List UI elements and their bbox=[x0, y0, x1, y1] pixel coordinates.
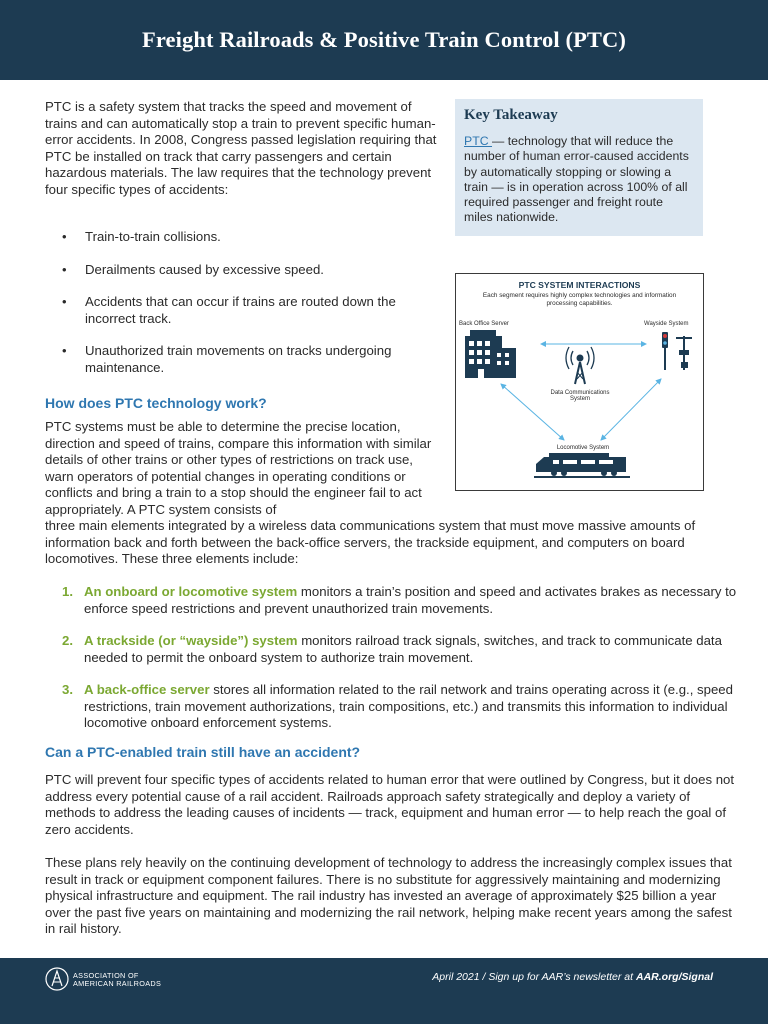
diagram-subtitle: Each segment requires highly complex technologies and information processing capabilities. bbox=[482, 292, 677, 307]
page-footer bbox=[0, 958, 768, 1024]
footer-date-text: April 2021 / Sign up for AAR’s newsletter at bbox=[432, 971, 636, 983]
page-header bbox=[0, 0, 768, 80]
how-it-works-paragraph: PTC systems must be able to determine the precise location, direction and speed of trains, compare this information with similar details of other trains or other types of restrictions on track use, warn operators of potential changes in operating conditions or conflicts and bring a train to a stop should the engineer fail to act appropriately. A PTC system consists of bbox=[45, 419, 432, 517]
page-title: Freight Railroads & Positive Train Control (PTC) bbox=[142, 27, 626, 52]
aar-logo-text bbox=[73, 972, 161, 989]
key-takeaway-text bbox=[464, 134, 693, 226]
list-item: • Accidents that can occur if trains are routed down the incorrect track. bbox=[62, 294, 442, 327]
list-item bbox=[62, 633, 742, 666]
section-heading-how-it-works: How does PTC technology work? bbox=[45, 395, 267, 411]
element-highlight: An onboard or locomotive system bbox=[84, 584, 298, 599]
key-takeaway-body: — technology that will reduce the number of human error-caused accidents by automatically stopping or slowing a train — is in operation across 100% of all required passenger and freight route miles nationwide. bbox=[464, 134, 689, 225]
list-item: • Derailments caused by excessive speed. bbox=[62, 262, 442, 279]
accident-paragraph-2: These plans rely heavily on the continuing development of technology to address the increasingly complex issues that result in track or equipment component failures. There is no substitute for aggressively maintaining and modernizing physical infrastructure and equipment. The rail industry has invested an average of approximately $25 billion a year over the past five years on maintaining and modernizing the rail network, helping make recent years among the safest in rail history. bbox=[45, 855, 732, 936]
diagram-title: PTC SYSTEM INTERACTIONS bbox=[518, 280, 641, 290]
label-data-communications: Data Communications System bbox=[550, 390, 610, 402]
element-text: monitors a train’s position and speed and activates brakes as necessary to enforce speed restrictions and prevent unauthorized train movements. bbox=[84, 584, 737, 616]
element-text: stores all information related to the rail network and trains operating across it (e.g., speed restrictions, train movement authorizations, train compositions, etc.) and transmits this information to individual locomotive onboard enforcement systems. bbox=[84, 682, 733, 730]
footer-text bbox=[432, 971, 713, 983]
arrow-wayside-locomotive bbox=[601, 379, 661, 440]
wayside-signal-icon bbox=[662, 332, 692, 370]
logo-line-2: AMERICAN RAILROADS bbox=[73, 979, 162, 989]
how-it-works-paragraph-continued: three main elements integrated by a wireless data communications system that must move massive amounts of information back and forth between the back-office servers, the trackside equipment, and computers on board locomotives. These three elements include: bbox=[45, 518, 696, 566]
logo-line-1: ASSOCIATION OF bbox=[73, 971, 139, 980]
ptc-system-diagram bbox=[455, 273, 704, 491]
list-item: • Train-to-train collisions. bbox=[62, 229, 442, 246]
ptc-elements-list bbox=[62, 584, 742, 748]
accident-types-list bbox=[62, 229, 442, 392]
accident-paragraph-1: PTC will prevent four specific types of accidents related to human error that were outlined by Congress, but it does not address every potential cause of a rail accident. Railroads approach safety strategically and deploy a variety of methods to address the leading causes of incidents — track, equipment and human error — to help reach the goal of zero accidents. bbox=[45, 772, 735, 837]
radio-tower-icon bbox=[566, 347, 594, 384]
element-highlight: A back-office server bbox=[84, 682, 210, 697]
newsletter-link[interactable]: AAR.org/Signal bbox=[635, 971, 713, 983]
label-back-office-server: Back Office Server bbox=[459, 321, 509, 327]
label-locomotive-system: Locomotive System bbox=[556, 445, 610, 451]
intro-paragraph: PTC is a safety system that tracks the speed and movement of trains and can automatically stop a train to prevent specific human-error accidents. In 2008, Congress passed legislation requiring that PTC be installed on track that carry passengers and certain hazardous materials. The law requires that the technology prevent four specific types of accidents: bbox=[45, 99, 437, 197]
element-highlight: A trackside (or “wayside”) system bbox=[84, 633, 298, 648]
list-number: 1. bbox=[62, 584, 73, 599]
ptc-link[interactable]: PTC bbox=[464, 134, 493, 148]
element-text: monitors railroad track signals, switches, and track to communicate data needed to permit the onboard system to authorize train movement. bbox=[84, 633, 722, 665]
list-number: 3. bbox=[62, 682, 73, 697]
list-item: • Unauthorized train movements on tracks undergoing maintenance. bbox=[62, 343, 442, 376]
section-heading-accident: Can a PTC-enabled train still have an accident? bbox=[45, 744, 361, 760]
locomotive-icon bbox=[534, 453, 630, 477]
building-icon bbox=[465, 330, 516, 378]
list-item bbox=[62, 682, 742, 732]
key-takeaway-heading: Key Takeaway bbox=[464, 107, 558, 123]
aar-logo-icon bbox=[45, 966, 69, 992]
list-number: 2. bbox=[62, 633, 73, 648]
list-item bbox=[62, 584, 742, 617]
key-takeaway-box bbox=[455, 99, 703, 236]
label-wayside-system: Wayside System bbox=[644, 321, 689, 327]
